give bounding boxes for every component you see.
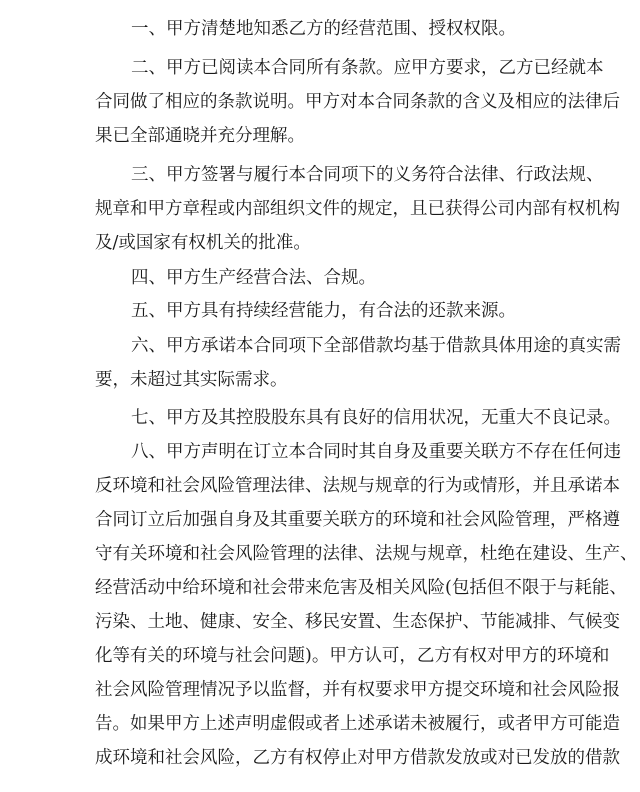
clause-6-line-2: 要，未超过其实际需求。 bbox=[95, 370, 288, 390]
clause-5-line-1: 五、甲方具有持续经营能力，有合法的还款来源。 bbox=[131, 301, 516, 321]
clause-1-line-1: 一、甲方清楚地知悉乙方的经营范围、授权权限。 bbox=[131, 19, 516, 39]
clause-8-line-2: 反环境和社会风险管理法律、法规与规章的行为或情形，并且承诺本 bbox=[95, 476, 620, 496]
clause-7-line-1: 七、甲方及其控股股东具有良好的信用状况，无重大不良记录。 bbox=[131, 408, 621, 428]
clause-2-line-3: 果已全部通晓并充分理解。 bbox=[95, 126, 305, 146]
clause-2-line-2: 合同做了相应的条款说明。甲方对本合同条款的含义及相应的法律后 bbox=[95, 92, 620, 112]
clause-8-line-4: 守有关环境和社会风险管理的法律、法规与规章，杜绝在建设、生产、 bbox=[95, 544, 638, 564]
clause-4-line-1: 四、甲方生产经营合法、合规。 bbox=[131, 268, 376, 288]
clause-6-line-1: 六、甲方承诺本合同项下全部借款均基于借款具体用途的真实需 bbox=[131, 336, 621, 356]
clause-8-line-1: 八、甲方声明在订立本合同时其自身及重要关联方不存在任何违 bbox=[131, 442, 621, 462]
clause-3-line-1: 三、甲方签署与履行本合同项下的义务符合法律、行政法规、 bbox=[131, 165, 604, 185]
clause-8-line-9: 告。如果甲方上述声明虚假或者上述承诺未被履行，或者甲方可能造 bbox=[95, 714, 620, 734]
clause-3-line-3: 及/或国家有权机关的批准。 bbox=[95, 233, 311, 253]
clause-8-line-7: 化等有关的环境与社会问题)。甲方认可，乙方有权对甲方的环境和 bbox=[95, 646, 610, 666]
clause-8-line-3: 合同订立后加强自身及其重要关联方的环境和社会风险管理，严格遵 bbox=[95, 510, 620, 530]
clause-8-line-5: 经营活动中给环境和社会带来危害及相关风险(包括但不限于与耗能、 bbox=[95, 578, 627, 598]
clause-2-line-1: 二、甲方已阅读本合同所有条款。应甲方要求，乙方已经就本 bbox=[131, 58, 604, 78]
clause-8-line-6: 污染、土地、健康、安全、移民安置、生态保护、节能减排、气候变 bbox=[95, 612, 620, 632]
clause-3-line-2: 规章和甲方章程或内部组织文件的规定，且已获得公司内部有权机构 bbox=[95, 199, 620, 219]
clause-8-line-10: 成环境和社会风险，乙方有权停止对甲方借款发放或对已发放的借款 bbox=[95, 748, 620, 768]
clause-8-line-8: 社会风险管理情况予以监督，并有权要求甲方提交环境和社会风险报 bbox=[95, 680, 620, 700]
